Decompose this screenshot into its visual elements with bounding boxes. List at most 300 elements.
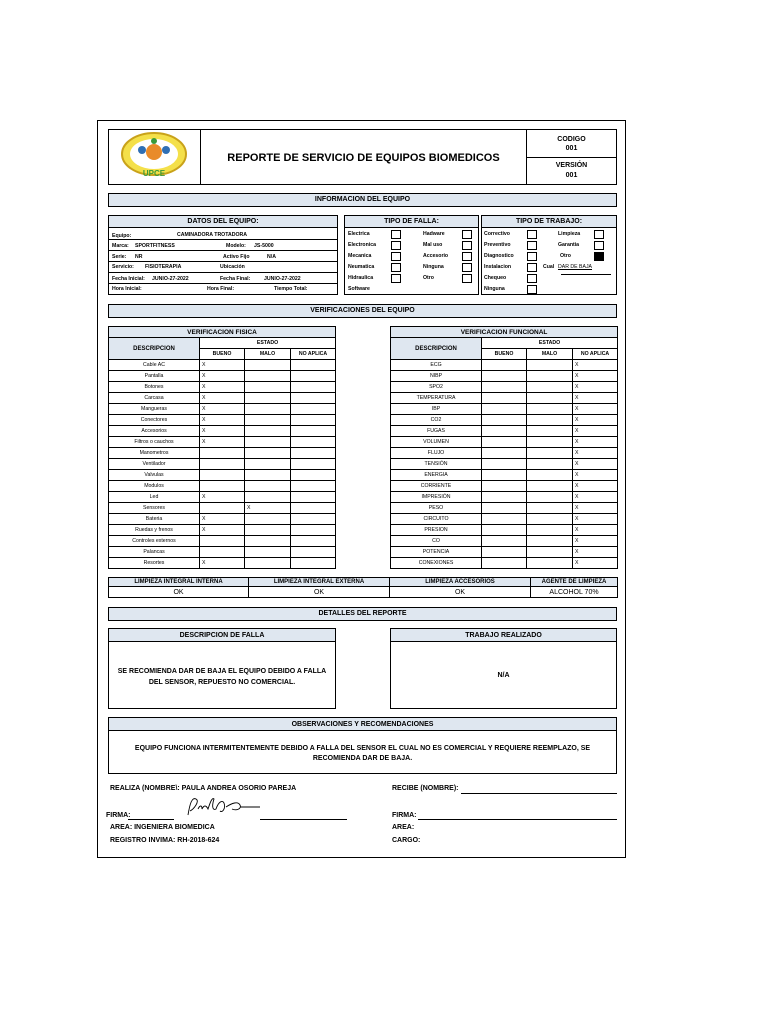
funcional-item: PESO xyxy=(391,503,482,514)
fisica-row xyxy=(109,360,336,371)
fisica-table xyxy=(108,326,336,569)
fisica-bueno-cell: X xyxy=(200,382,245,393)
fisica-malo-cell xyxy=(245,393,291,404)
falla-option-label: Otro xyxy=(423,275,434,281)
fisica-col-header: BUENO xyxy=(200,349,245,360)
fisica-row xyxy=(109,481,336,492)
fisica-no-aplica-cell xyxy=(291,415,336,426)
funcional-malo-cell xyxy=(527,415,573,426)
fisica-bueno-cell xyxy=(200,536,245,547)
fisica-no-aplica-cell xyxy=(291,382,336,393)
codigo-label: CODIGO xyxy=(557,136,586,143)
fisica-bueno-cell: X xyxy=(200,514,245,525)
funcional-row xyxy=(391,514,618,525)
funcional-no-aplica-cell: X xyxy=(573,536,618,547)
trabajo-option-label: Limpieza xyxy=(558,231,581,237)
fisica-malo-cell xyxy=(245,470,291,481)
falla-option-label: Ninguna xyxy=(423,264,444,270)
fisica-bueno-cell xyxy=(200,448,245,459)
funcional-bueno-cell xyxy=(482,360,527,371)
trabajo-option-label: Diagnostico xyxy=(484,253,514,259)
falla-accesorio-checkbox[interactable] xyxy=(462,252,472,261)
trabajo-realizado-title: TRABAJO REALIZADO xyxy=(391,629,616,642)
funcional-malo-cell xyxy=(527,448,573,459)
fisica-malo-cell xyxy=(245,514,291,525)
funcional-bueno-cell xyxy=(482,371,527,382)
fisica-item: Controles externos xyxy=(109,536,200,547)
logo-text: UPCE xyxy=(142,169,166,178)
descripcion-falla-text: SE RECOMIENDA DAR DE BAJA EL EQUIPO DEBIDO A FALLA DEL SENSOR, REPUESTO NO COMERCIAL. xyxy=(117,668,327,686)
fisica-row xyxy=(109,470,336,481)
falla-mal-uso-checkbox[interactable] xyxy=(462,241,472,250)
header-logo-cell xyxy=(108,129,201,185)
fisica-malo-cell xyxy=(245,536,291,547)
funcional-no-aplica-cell: X xyxy=(573,360,618,371)
funcional-bueno-cell xyxy=(482,481,527,492)
funcional-malo-cell xyxy=(527,393,573,404)
funcional-no-aplica-cell: X xyxy=(573,426,618,437)
funcional-malo-cell xyxy=(527,360,573,371)
modelo-value: JS-5000 xyxy=(254,243,274,249)
funcional-no-aplica-cell: X xyxy=(573,470,618,481)
fisica-row xyxy=(109,371,336,382)
falla-hidraulica-checkbox[interactable] xyxy=(391,274,401,283)
fisica-bueno-cell: X xyxy=(200,360,245,371)
fisica-item: Led xyxy=(109,492,200,503)
fisica-item: Mangueras xyxy=(109,404,200,415)
marca-value: SPORTFITNESS xyxy=(135,243,175,249)
funcional-row xyxy=(391,503,618,514)
funcional-row xyxy=(391,393,618,404)
fisica-row xyxy=(109,514,336,525)
fisica-row xyxy=(109,426,336,437)
fisica-no-aplica-cell xyxy=(291,426,336,437)
funcional-no-aplica-cell: X xyxy=(573,448,618,459)
fisica-col-header: NO APLICA xyxy=(291,349,336,360)
serie-value: NR xyxy=(135,254,143,260)
funcional-row xyxy=(391,547,618,558)
funcional-bueno-cell xyxy=(482,459,527,470)
funcional-bueno-cell xyxy=(482,536,527,547)
funcional-no-aplica-cell: X xyxy=(573,404,618,415)
funcional-row xyxy=(391,426,618,437)
funcional-bueno-cell xyxy=(482,547,527,558)
fisica-no-aplica-cell xyxy=(291,404,336,415)
recibe-line xyxy=(461,793,617,794)
fisica-item: Cable AC xyxy=(109,360,200,371)
page-title: REPORTE DE SERVICIO DE EQUIPOS BIOMEDICOS xyxy=(227,152,500,164)
equipo-label: Equipo: xyxy=(112,233,132,239)
trabajo-option-label: Garantia xyxy=(558,242,580,248)
falla-hadware-checkbox[interactable] xyxy=(462,230,472,239)
funcional-table xyxy=(390,326,618,569)
fisica-no-aplica-cell xyxy=(291,514,336,525)
funcional-item: VOLUMEN xyxy=(391,437,482,448)
fisica-item: Ventilador xyxy=(109,459,200,470)
cargo-label: CARGO: xyxy=(392,837,421,844)
limpieza-table xyxy=(108,577,618,598)
fisica-row xyxy=(109,503,336,514)
hora-inicial-label: Hora Inicial: xyxy=(112,286,142,292)
trabajo-ninguna-checkbox[interactable] xyxy=(527,285,537,294)
fisica-item: Bateria xyxy=(109,514,200,525)
trabajo-limpieza-checkbox[interactable] xyxy=(594,230,604,239)
funcional-item: FLUJO xyxy=(391,448,482,459)
observaciones-text: EQUIPO FUNCIONA INTERMITENTEMENTE DEBIDO A FALLA DEL SENSOR EL CUAL NO ES COMERCIAL Y REQUIERE REEMPLAZO, SE RECOMIENDA DAR DE BAJA. xyxy=(134,745,591,762)
funcional-no-aplica-cell: X xyxy=(573,382,618,393)
fisica-item: Ruedas y frenos xyxy=(109,525,200,536)
trabajo-chequeo-checkbox[interactable] xyxy=(527,274,537,283)
fecha-inicial-label: Fecha Inicial: xyxy=(112,276,145,282)
fisica-malo-cell xyxy=(245,448,291,459)
fecha-inicial-value: JUNIO-27-2022 xyxy=(152,276,189,282)
fisica-bueno-cell: X xyxy=(200,371,245,382)
funcional-item: NIBP xyxy=(391,371,482,382)
trabajo-realizado-text: N/A xyxy=(497,672,510,679)
observaciones-title: OBSERVACIONES Y RECOMENDACIONES xyxy=(109,718,616,731)
trabajo-preventivo-checkbox[interactable] xyxy=(527,241,537,250)
funcional-no-aplica-cell: X xyxy=(573,503,618,514)
recibe-nombre: RECIBE (NOMBRE): xyxy=(392,785,459,792)
limpieza-value: ALCOHOL 70% xyxy=(531,587,618,598)
funcional-no-aplica-cell: X xyxy=(573,437,618,448)
fisica-malo-cell: X xyxy=(245,503,291,514)
fisica-no-aplica-cell xyxy=(291,360,336,371)
tiempo-total-label: Tiempo Total: xyxy=(274,286,308,292)
funcional-item: ECG xyxy=(391,360,482,371)
fisica-malo-cell xyxy=(245,437,291,448)
funcional-item: ENERGIA xyxy=(391,470,482,481)
fisica-no-aplica-cell xyxy=(291,503,336,514)
fisica-col-header: MALO xyxy=(245,349,291,360)
funcional-malo-cell xyxy=(527,437,573,448)
datos-equipo-box xyxy=(108,215,338,295)
funcional-rows xyxy=(391,360,618,569)
falla-option-label: Electronica xyxy=(348,242,376,248)
fisica-malo-cell xyxy=(245,360,291,371)
funcional-no-aplica-cell: X xyxy=(573,371,618,382)
fisica-row xyxy=(109,448,336,459)
fisica-no-aplica-cell xyxy=(291,481,336,492)
fisica-title: VERIFICACION FISICA xyxy=(109,327,336,338)
activo-value: N/A xyxy=(267,254,276,260)
header-title-cell xyxy=(200,129,527,185)
fisica-item: Modulos xyxy=(109,481,200,492)
fecha-final-value: JUNIO-27-2022 xyxy=(264,276,301,282)
falla-option-label: Neumatica xyxy=(348,264,375,270)
trabajo-garantia-checkbox[interactable] xyxy=(594,241,604,250)
funcional-item: IBP xyxy=(391,404,482,415)
trabajo-diagnostico-checkbox[interactable] xyxy=(527,252,537,261)
fisica-row xyxy=(109,437,336,448)
verificacion-fisica-table xyxy=(108,326,336,569)
fisica-item: Palancas xyxy=(109,547,200,558)
trabajo-option-label: Otro xyxy=(560,253,571,259)
section-verificaciones-bar: VERIFICACIONES DEL EQUIPO xyxy=(108,304,617,318)
trabajo-option-label: Correctivo xyxy=(484,231,510,237)
fisica-no-aplica-cell xyxy=(291,547,336,558)
fisica-row xyxy=(109,492,336,503)
funcional-estado-header: ESTADO xyxy=(482,338,618,349)
falla-option-label: Hadware xyxy=(423,231,445,237)
funcional-malo-cell xyxy=(527,514,573,525)
funcional-malo-cell xyxy=(527,492,573,503)
fisica-item: Carcasa xyxy=(109,393,200,404)
funcional-row xyxy=(391,448,618,459)
falla-electronica-checkbox[interactable] xyxy=(391,241,401,250)
funcional-bueno-cell xyxy=(482,448,527,459)
falla-neumatica-checkbox[interactable] xyxy=(391,263,401,272)
fisica-row xyxy=(109,459,336,470)
fisica-rows xyxy=(109,360,336,569)
fisica-bueno-cell: X xyxy=(200,393,245,404)
descripcion-falla-title: DESCRIPCION DE FALLA xyxy=(109,629,335,642)
funcional-item: IMPRESIÓN xyxy=(391,492,482,503)
fisica-no-aplica-cell xyxy=(291,371,336,382)
fisica-no-aplica-cell xyxy=(291,492,336,503)
verificacion-funcional-table xyxy=(390,326,618,569)
fisica-item: Conectores xyxy=(109,415,200,426)
fisica-row xyxy=(109,393,336,404)
funcional-row xyxy=(391,437,618,448)
fisica-bueno-cell: X xyxy=(200,525,245,536)
funcional-malo-cell xyxy=(527,503,573,514)
fisica-item: Resortes xyxy=(109,558,200,569)
fisica-no-aplica-cell xyxy=(291,393,336,404)
limpieza-value: OK xyxy=(390,587,531,598)
funcional-no-aplica-cell: X xyxy=(573,525,618,536)
fisica-malo-cell xyxy=(245,558,291,569)
trabajo-title: TIPO DE TRABAJO: xyxy=(482,216,616,228)
cual-value: DAR DE BAJA xyxy=(558,264,593,270)
funcional-malo-cell xyxy=(527,470,573,481)
funcional-bueno-cell xyxy=(482,525,527,536)
falla-option-label: Hidraulica xyxy=(348,275,374,281)
funcional-item: SPO2 xyxy=(391,382,482,393)
funcional-row xyxy=(391,371,618,382)
funcional-col-header: NO APLICA xyxy=(573,349,618,360)
falla-otro-checkbox[interactable] xyxy=(462,274,472,283)
cual-label: Cual xyxy=(543,264,555,270)
fisica-row xyxy=(109,415,336,426)
serie-label: Serie: xyxy=(112,254,127,260)
funcional-col-header: BUENO xyxy=(482,349,527,360)
version-label: VERSIÓN xyxy=(555,162,588,169)
falla-option-label: Mal uso xyxy=(423,242,443,248)
version-value: 001 xyxy=(565,172,578,179)
falla-mecanica-checkbox[interactable] xyxy=(391,252,401,261)
limpieza-header: LIMPIEZA INTEGRAL INTERNA xyxy=(109,578,249,587)
fisica-no-aplica-cell xyxy=(291,558,336,569)
firma-right-label: FIRMA: xyxy=(392,812,417,819)
fisica-bueno-cell xyxy=(200,547,245,558)
funcional-row xyxy=(391,492,618,503)
fisica-malo-cell xyxy=(245,371,291,382)
fisica-no-aplica-cell xyxy=(291,470,336,481)
funcional-item: PRESION xyxy=(391,525,482,536)
fisica-item: Accesorios xyxy=(109,426,200,437)
funcional-no-aplica-cell: X xyxy=(573,558,618,569)
fecha-final-label: Fecha Final: xyxy=(220,276,251,282)
funcional-item: TEMPERATURA xyxy=(391,393,482,404)
funcional-bueno-cell xyxy=(482,382,527,393)
funcional-row xyxy=(391,525,618,536)
limpieza-header: LIMPIEZA INTEGRAL EXTERNA xyxy=(249,578,390,587)
fisica-malo-cell xyxy=(245,415,291,426)
funcional-malo-cell xyxy=(527,382,573,393)
funcional-no-aplica-cell: X xyxy=(573,415,618,426)
fisica-bueno-cell: X xyxy=(200,404,245,415)
fisica-bueno-cell: X xyxy=(200,437,245,448)
trabajo-option-label: Chequeo xyxy=(484,275,507,281)
fisica-item: Pantalla xyxy=(109,371,200,382)
fisica-no-aplica-cell xyxy=(291,459,336,470)
limpieza-value: OK xyxy=(249,587,390,598)
registro-invima: REGISTRO INVIMA: RH-2018-624 xyxy=(110,837,220,844)
funcional-bueno-cell xyxy=(482,514,527,525)
funcional-bueno-cell xyxy=(482,426,527,437)
falla-ninguna-checkbox[interactable] xyxy=(462,263,472,272)
fisica-bueno-cell xyxy=(200,503,245,514)
trabajo-option-label: Instalacion xyxy=(484,264,512,270)
falla-option-label: Electrica xyxy=(348,231,370,237)
trabajo-option-label: Ninguna xyxy=(484,286,505,292)
servicio-label: Servicio: xyxy=(112,264,134,270)
fisica-malo-cell xyxy=(245,547,291,558)
firma-left-label: FIRMA: xyxy=(106,812,131,819)
trabajo-option-label: Preventivo xyxy=(484,242,511,248)
fisica-malo-cell xyxy=(245,525,291,536)
funcional-row xyxy=(391,382,618,393)
funcional-bueno-cell xyxy=(482,558,527,569)
fisica-item: Filtros o cauchos xyxy=(109,437,200,448)
trabajo-realizado-box xyxy=(390,628,617,709)
section-detalles-bar: DETALLES DEL REPORTE xyxy=(108,607,617,621)
funcional-item: CONEXIONES xyxy=(391,558,482,569)
funcional-malo-cell xyxy=(527,371,573,382)
funcional-no-aplica-cell: X xyxy=(573,514,618,525)
fisica-row xyxy=(109,382,336,393)
funcional-desc-header: DESCRIPCION xyxy=(391,338,482,360)
equipo-value: CAMINADORA TROTADORA xyxy=(177,232,248,238)
activo-label: Activo Fijo xyxy=(223,254,250,260)
funcional-malo-cell xyxy=(527,426,573,437)
header-code-cell xyxy=(526,129,617,185)
hora-final-label: Hora Final: xyxy=(207,286,235,292)
fisica-no-aplica-cell xyxy=(291,525,336,536)
funcional-malo-cell xyxy=(527,525,573,536)
signature-image-icon xyxy=(182,793,262,819)
fisica-row xyxy=(109,558,336,569)
limpieza-header: LIMPIEZA ACCESORIOS xyxy=(390,578,531,587)
institution-logo-icon xyxy=(109,130,200,184)
funcional-col-header: MALO xyxy=(527,349,573,360)
funcional-item: CIRCUITO xyxy=(391,514,482,525)
funcional-no-aplica-cell: X xyxy=(573,481,618,492)
funcional-item: TENSIÓN xyxy=(391,459,482,470)
funcional-item: POTENCIA xyxy=(391,547,482,558)
fisica-item: Valvulas xyxy=(109,470,200,481)
funcional-malo-cell xyxy=(527,536,573,547)
fisica-bueno-cell: X xyxy=(200,558,245,569)
trabajo-correctivo-checkbox[interactable] xyxy=(527,230,537,239)
fisica-estado-header: ESTADO xyxy=(200,338,336,349)
fisica-bueno-cell xyxy=(200,481,245,492)
servicio-value: FISIOTERAPIA xyxy=(145,264,182,270)
fisica-row xyxy=(109,547,336,558)
observaciones-box xyxy=(108,717,617,774)
falla-option-label: Mecanica xyxy=(348,253,372,259)
funcional-malo-cell xyxy=(527,481,573,492)
funcional-item: CO2 xyxy=(391,415,482,426)
funcional-bueno-cell xyxy=(482,503,527,514)
funcional-malo-cell xyxy=(527,404,573,415)
funcional-no-aplica-cell: X xyxy=(573,459,618,470)
section-info-bar: INFORMACION DEL EQUIPO xyxy=(108,193,617,207)
falla-option-label: Software xyxy=(348,286,370,292)
funcional-item: CO xyxy=(391,536,482,547)
funcional-bueno-cell xyxy=(482,437,527,448)
funcional-no-aplica-cell: X xyxy=(573,393,618,404)
fisica-row xyxy=(109,404,336,415)
funcional-bueno-cell xyxy=(482,470,527,481)
funcional-row xyxy=(391,536,618,547)
tipo-trabajo-box xyxy=(481,215,617,295)
fisica-no-aplica-cell xyxy=(291,536,336,547)
datos-title: DATOS DEL EQUIPO: xyxy=(109,216,337,228)
fisica-malo-cell xyxy=(245,459,291,470)
trabajo-instalacion-checkbox[interactable] xyxy=(527,263,537,272)
funcional-item: CORRIENTE xyxy=(391,481,482,492)
fisica-no-aplica-cell xyxy=(291,448,336,459)
fisica-item: Manometros xyxy=(109,448,200,459)
funcional-malo-cell xyxy=(527,558,573,569)
fisica-bueno-cell: X xyxy=(200,415,245,426)
funcional-row xyxy=(391,459,618,470)
fisica-malo-cell xyxy=(245,492,291,503)
fisica-malo-cell xyxy=(245,382,291,393)
funcional-title: VERIFICACION FUNCIONAL xyxy=(391,327,618,338)
area-left: AREA: INGENIERA BIOMEDICA xyxy=(110,824,215,831)
codigo-value: 001 xyxy=(565,145,578,152)
fisica-row xyxy=(109,525,336,536)
funcional-row xyxy=(391,404,618,415)
funcional-no-aplica-cell: X xyxy=(573,547,618,558)
fisica-malo-cell xyxy=(245,426,291,437)
modelo-label: Modelo: xyxy=(226,243,246,249)
falla-option-label: Accesorio xyxy=(423,253,449,259)
fisica-bueno-cell: X xyxy=(200,492,245,503)
fisica-bueno-cell: X xyxy=(200,426,245,437)
funcional-no-aplica-cell: X xyxy=(573,492,618,503)
falla-electrica-checkbox[interactable] xyxy=(391,230,401,239)
fisica-row xyxy=(109,536,336,547)
funcional-item: FUGAS xyxy=(391,426,482,437)
tipo-falla-box xyxy=(344,215,479,295)
trabajo-otro-checkbox[interactable] xyxy=(594,252,604,261)
funcional-bueno-cell xyxy=(482,404,527,415)
funcional-bueno-cell xyxy=(482,415,527,426)
limpieza-value: OK xyxy=(109,587,249,598)
fisica-malo-cell xyxy=(245,404,291,415)
fisica-item: Sensores xyxy=(109,503,200,514)
realiza-nombre: REALIZA (NOMBRE\: PAULA ANDREA OSORIO PAREJA xyxy=(110,785,297,792)
funcional-row xyxy=(391,558,618,569)
fisica-desc-header: DESCRIPCION xyxy=(109,338,200,360)
fisica-malo-cell xyxy=(245,481,291,492)
falla-title: TIPO DE FALLA: xyxy=(345,216,478,228)
fisica-bueno-cell xyxy=(200,459,245,470)
